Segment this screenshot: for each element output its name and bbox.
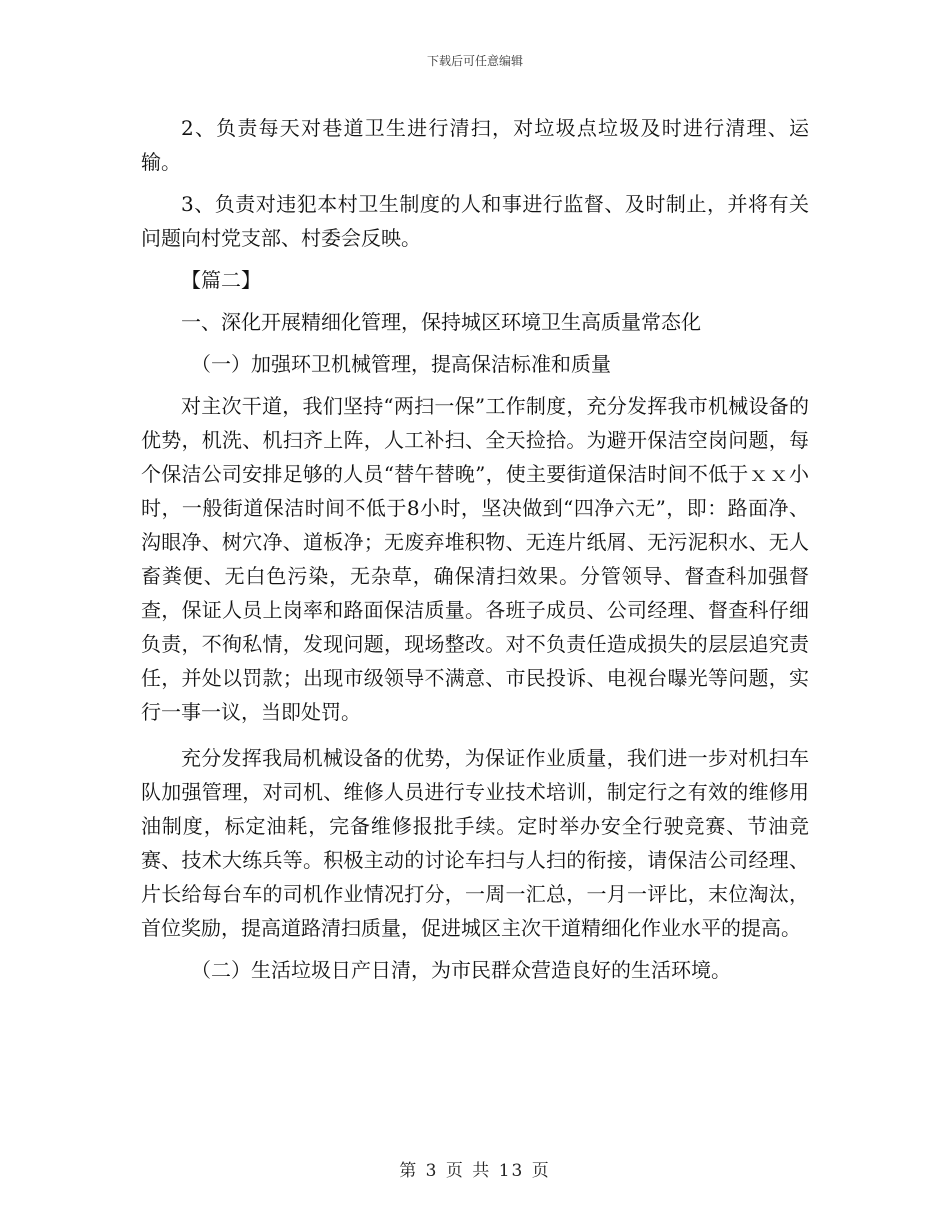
section-heading-part-two: 【篇二】 [181,268,261,292]
paragraph-item-3: 3、负责对违犯本村卫生制度的人和事进行监督、及时制止，并将有关问题向村党支部、村委会反映。 [141,192,809,250]
section-heading-one: 一、深化开展精细化管理，保持城区环境卫生高质量常态化 [181,310,701,334]
document-body [141,111,809,995]
page-footer: 第 3 页 共 13 页 [399,1161,551,1181]
subsection-heading-one: （一）加强环卫机械管理，提高保洁标准和质量 [191,352,611,376]
paragraph-main-roads: 对主次干道，我们坚持“两扫一保”工作制度，充分发挥我市机械设备的优势，机洗、机扫齐上阵，人工补扫、全天捡拾。为避开保洁空岗问题，每个保洁公司安排足够的人员“替午替晚”，使主要街道保洁时间不低于ｘｘ小时，一般街道保洁时间不低于8小时，坚决做到“四净六无”，即：路面净、沟眼净、树穴净、道板净；无废弃堆积物、无连片纸屑、无污泥积水、无人畜粪便、无白色污染，无杂草，确保清扫效果。分管领导、督查科加强督查，保证人员上岗率和路面保洁质量。各班子成员、公司经理、督查科仔细负责，不徇私情，发现问题，现场整改。对不负责任造成损失的层层追究责任，并处以罚款；出现市级领导不满意、市民投诉、电视台曝光等问题，实行一事一议，当即处罚。 [141,394,809,724]
paragraph-machinery: 充分发挥我局机械设备的优势，为保证作业质量，我们进一步对机扫车队加强管理，对司机、维修人员进行专业技术培训，制定行之有效的维修用油制度，标定油耗，完备维修报批手续。定时举办安全行驶竞赛、节油竞赛、技术大练兵等。积极主动的讨论车扫与人扫的衔接，请保洁公司经理、片长给每台车的司机作业情况打分，一周一汇总，一月一评比，末位淘汰，首位奖励，提高道路清扫质量，促进城区主次干道精细化作业水平的提高。 [141,746,809,940]
subsection-heading-two: （二）生活垃圾日产日清，为市民群众营造良好的生活环境。 [191,958,731,982]
page-header: 下载后可任意编辑 [426,54,523,68]
paragraph-item-2: 2、负责每天对巷道卫生进行清扫，对垃圾点垃圾及时进行清理、运输。 [141,116,809,174]
